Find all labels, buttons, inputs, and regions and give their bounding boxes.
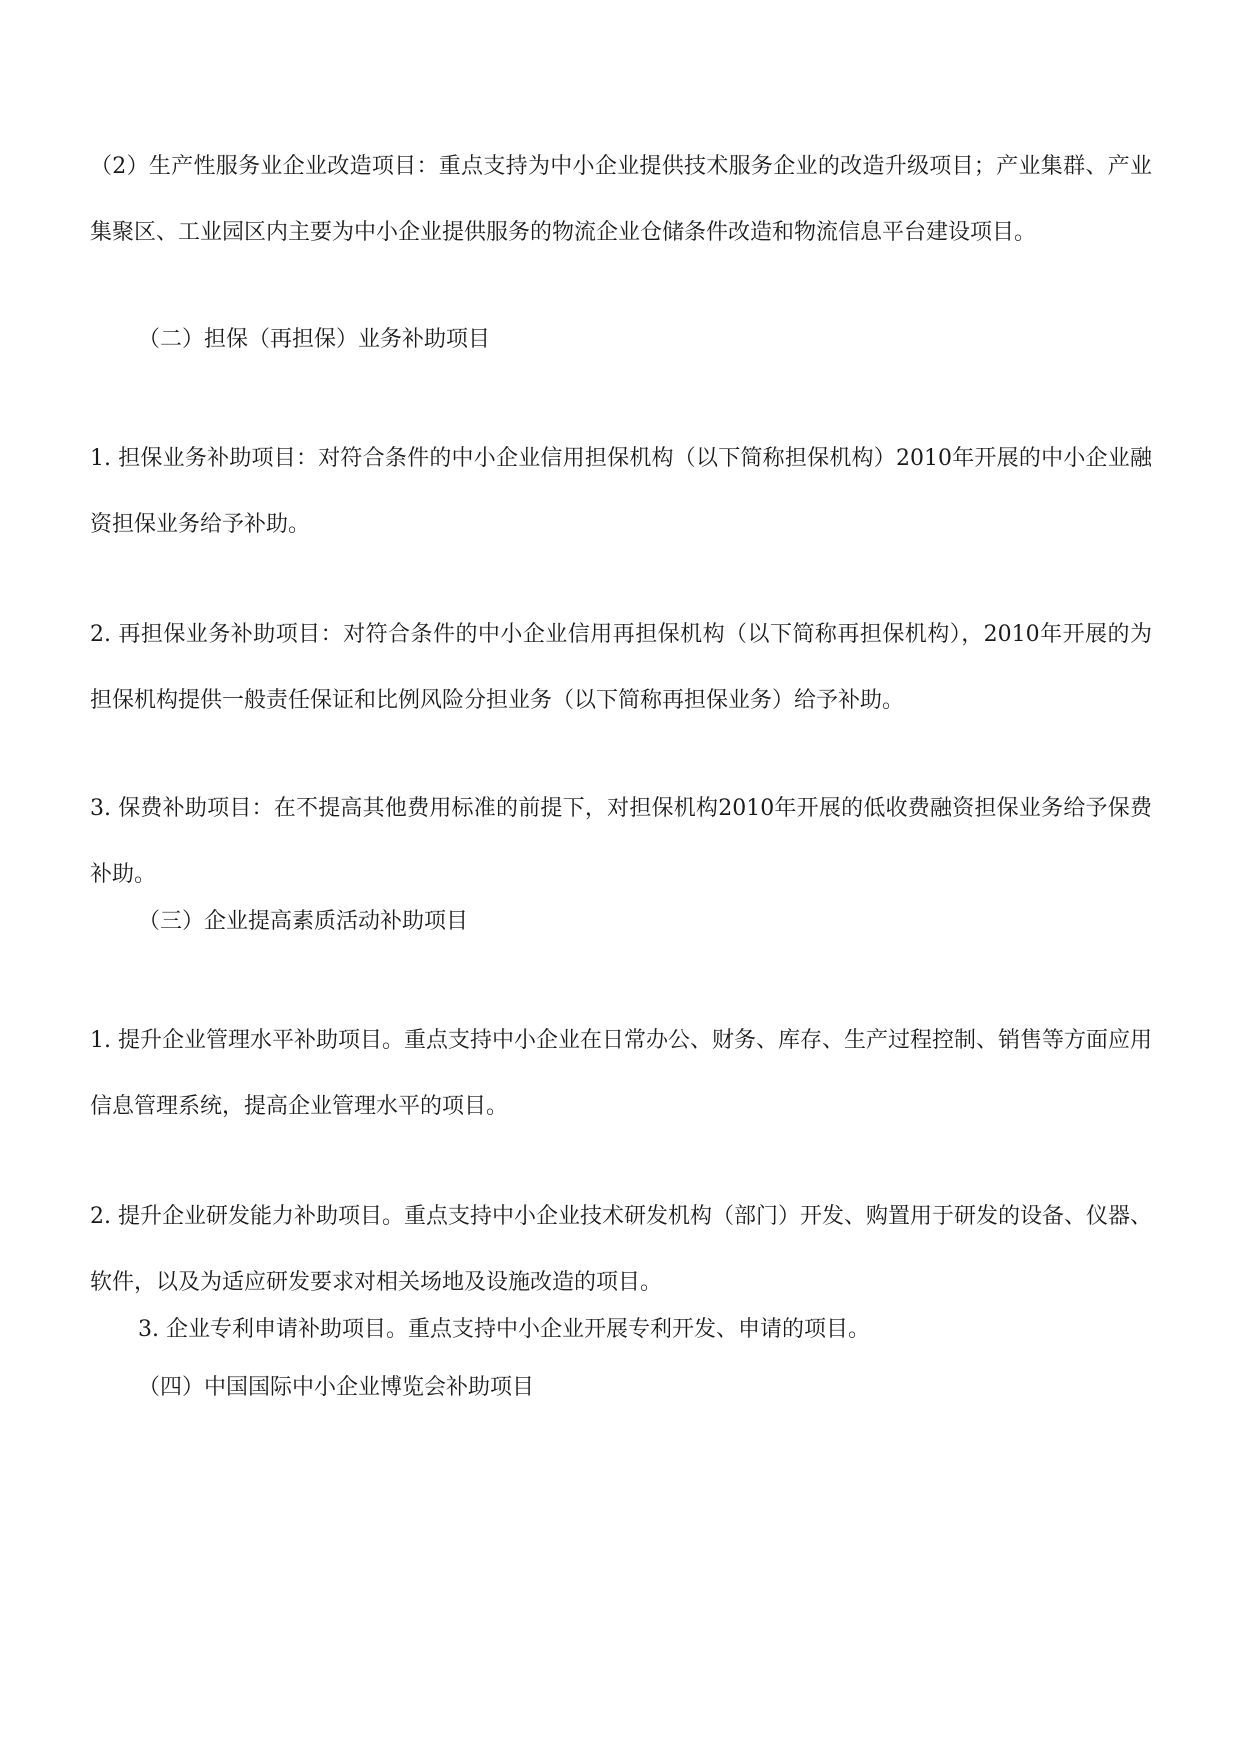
heading-quality-subsidy: （三）企业提高素质活动补助项目 bbox=[138, 909, 469, 934]
paragraph-guarantee-3: 3. 保费补助项目：在不提高其他费用标准的前提下，对担保机构2010年开展的低收费融资担保业务给予保费补助。 bbox=[90, 796, 1152, 887]
paragraph-quality-2: 2. 提升企业研发能力补助项目。重点支持中小企业技术研发机构（部门）开发、购置用于研发的设备、仪器、软件，以及为适应研发要求对相关场地及设施改造的项目。 bbox=[90, 1204, 1152, 1295]
heading-expo-subsidy: （四）中国国际中小企业博览会补助项目 bbox=[138, 1375, 535, 1400]
paragraph-service-industry: （2）生产性服务业企业改造项目：重点支持为中小企业提供技术服务企业的改造升级项目；产业集群、产业集聚区、工业园区内主要为中小企业提供服务的物流企业仓储条件改造和物流信息平台建设项目。 bbox=[90, 154, 1152, 245]
paragraph-guarantee-1: 1. 担保业务补助项目：对符合条件的中小企业信用担保机构（以下简称担保机构）2010年开展的中小企业融资担保业务给予补助。 bbox=[90, 446, 1152, 537]
heading-guarantee-subsidy: （二）担保（再担保）业务补助项目 bbox=[138, 327, 491, 352]
paragraph-guarantee-2: 2. 再担保业务补助项目：对符合条件的中小企业信用再担保机构（以下简称再担保机构），2010年开展的为担保机构提供一般责任保证和比例风险分担业务（以下简称再担保业务）给予补助。 bbox=[90, 622, 1152, 713]
paragraph-quality-1: 1. 提升企业管理水平补助项目。重点支持中小企业在日常办公、财务、库存、生产过程控制、销售等方面应用信息管理系统，提高企业管理水平的项目。 bbox=[90, 1028, 1152, 1119]
paragraph-quality-3: 3. 企业专利申请补助项目。重点支持中小企业开展专利开发、申请的项目。 bbox=[138, 1317, 870, 1342]
